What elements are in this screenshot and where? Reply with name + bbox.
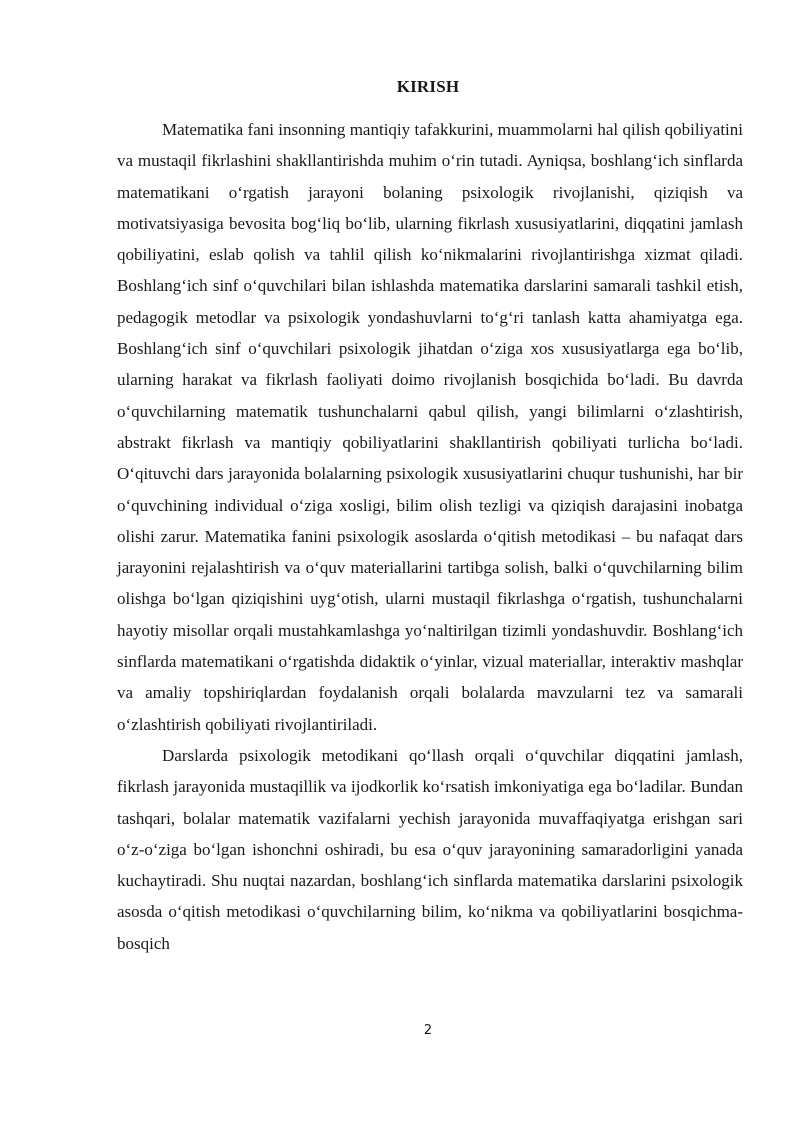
section-heading: KIRISH	[396, 77, 460, 96]
body-text	[117, 114, 743, 959]
page-number: 2	[423, 1023, 433, 1038]
paragraph-2: Darslarda psixologik metodikani qo‘llash orqali o‘quvchilar diqqatini jamlash, fikrlash jarayonida mustaqillik va ijodkorlik ko‘rsatish imkoniyatiga ega bo‘ladilar. Bundan tashqari, bolalar matematik vazifalarni yechish jarayonida muvaffaqiyatga erishgan sari o‘z-o‘ziga bo‘lgan ishonchni oshiradi, bu esa o‘quv jarayonining samaradorligini yanada kuchaytiradi. Shu nuqtai nazardan, boshlang‘ich sinflarda matematika darslarini psixologik asosda o‘qitish metodikasi o‘quvchilarning bilim, ko‘nikma va qobiliyatlarini bosqichma-bosqich	[117, 745, 743, 953]
paragraph-1: Matematika fani insonning mantiqiy tafakkurini, muammolarni hal qilish qobiliyatini va mustaqil fikrlashini shakllantirishda muhim o‘rin tutadi. Ayniqsa, boshlang‘ich sinflarda matematikani o‘rgatish jarayoni bolaning psixologik rivojlanishi, qiziqish va motivatsiyasiga bevosita bog‘liq bo‘lib, ularning fikrlash xususiyatlarini, diqqatini jamlash qobiliyatini, eslab qolish va tahlil qilish ko‘nikmalarini rivojlantirishga xizmat qiladi. Boshlang‘ich sinf o‘quvchilari bilan ishlashda matematika darslarini samarali tashkil etish, pedagogik metodlar va psixologik yondashuvlarni to‘g‘ri tanlash katta ahamiyatga ega. Boshlang‘ich sinf o‘quvchilari psixologik jihatdan o‘ziga xos xususiyatlarga ega bo‘lib, ularning harakat va fikrlash faoliyati doimo rivojlanish bosqichida bo‘ladi. Bu davrda o‘quvchilarning matematik tushunchalarni qabul qilish, yangi bilimlarni o‘zlashtirish, abstrakt fikrlash va mantiqiy qobiliyatlarini shakllantirish qobiliyati turlicha bo‘ladi. O‘qituvchi dars jarayonida bolalarning psixologik xususiyatlarini chuqur tushunishi, har bir o‘quvchining individual o‘ziga xosligi, bilim olish tezligi va qiziqish darajasini inobatga olishi zarur. Matematika fanini psixologik asoslarda o‘qitish metodikasi – bu nafaqat dars jarayonini rejalashtirish va o‘quv materiallarini tartibga solish, balki o‘quvchilarning bilim olishga bo‘lgan qiziqishini uyg‘otish, ularni mustaqil fikrlashga o‘rgatish, tushunchalarni hayotiy misollar orqali mustahkamlashga yo‘naltirilgan tizimli yondashuvdir. Boshlang‘ich sinflarda matematikani o‘rgatishda didaktik o‘yinlar, vizual materiallar, interaktiv mashqlar va amaliy topshiriqlardan foydalanish orqali bolalarda mavzularni tez va samarali o‘zlashtirish qobiliyati rivojlantiriladi.	[117, 120, 743, 734]
